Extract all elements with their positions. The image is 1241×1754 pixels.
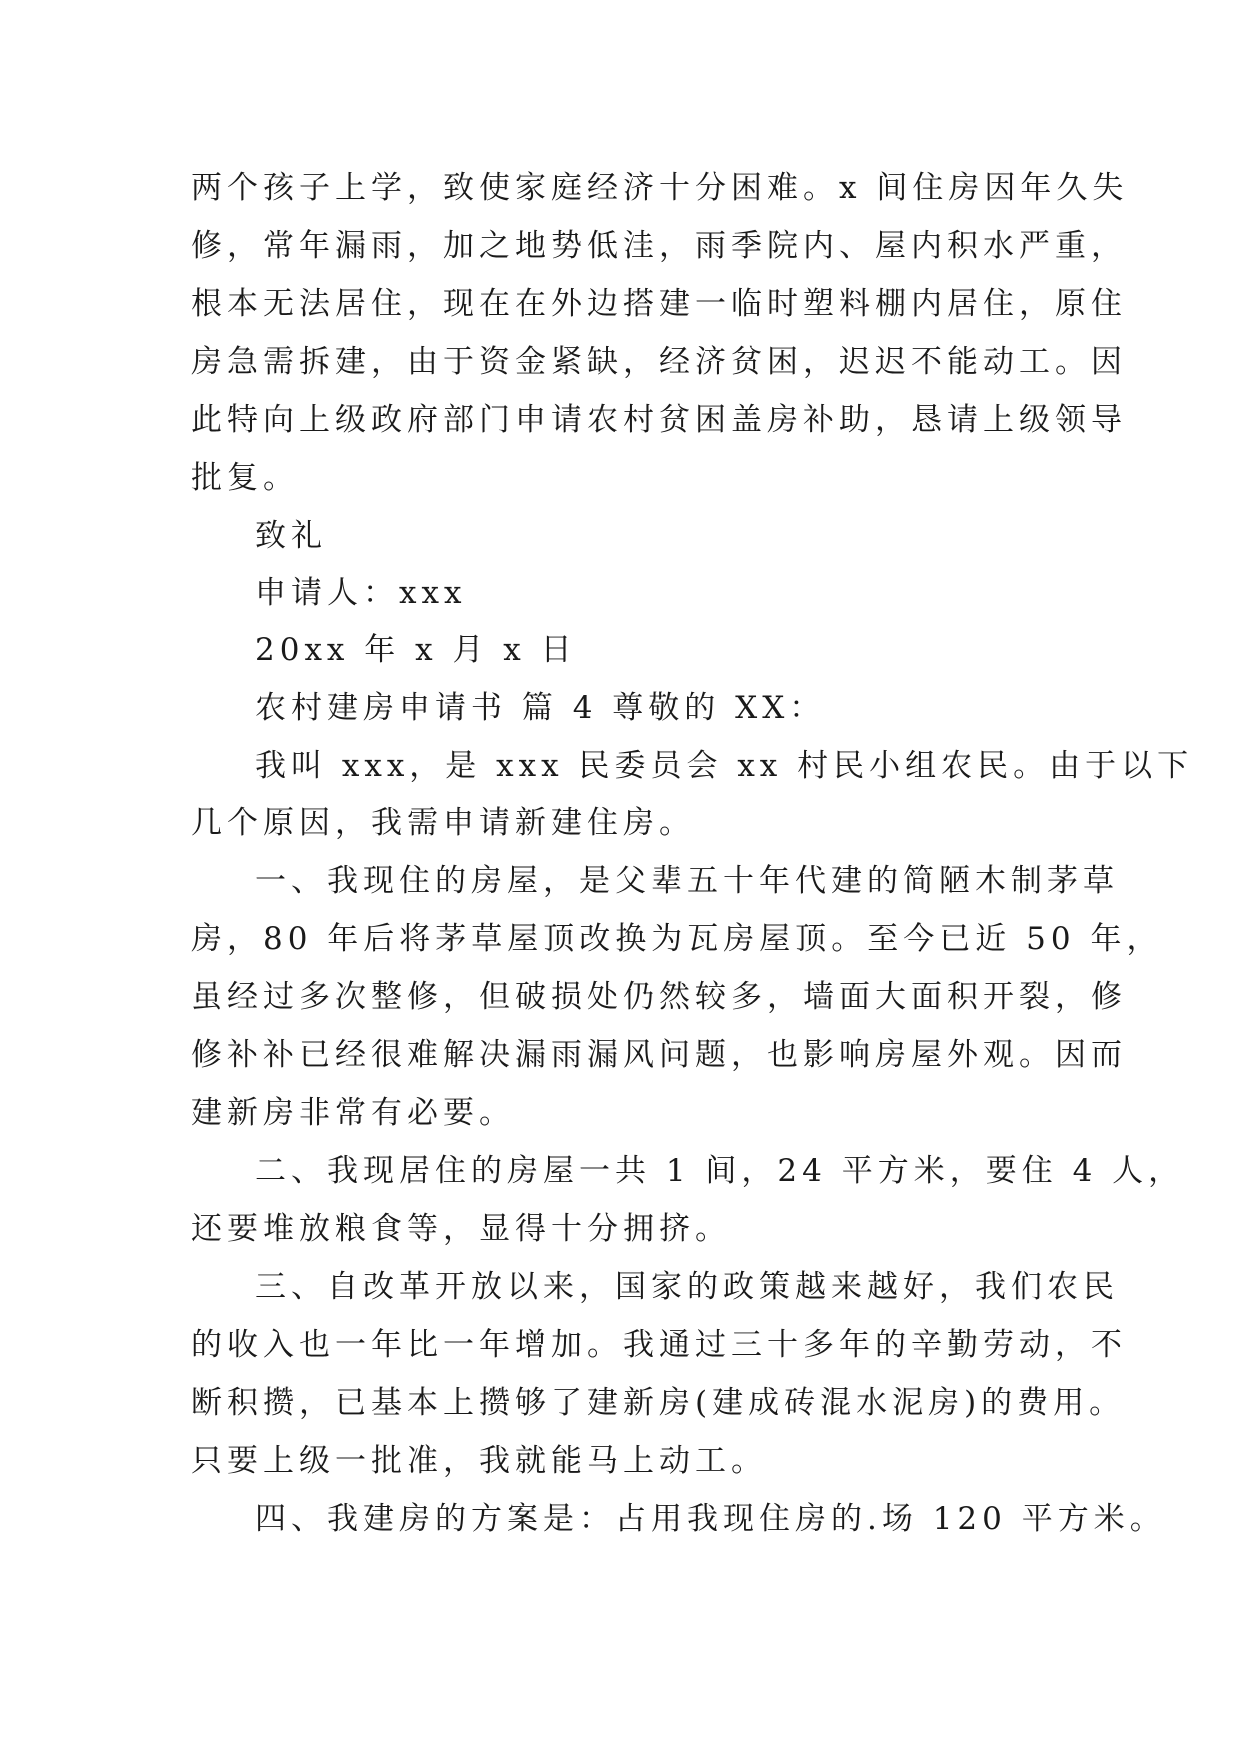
text-line: 一、我现住的房屋，是父辈五十年代建的简陋木制茅草	[255, 863, 1119, 899]
text-line: 断积攒，已基本上攒够了建新房(建成砖混水泥房)的费用。	[191, 1385, 1126, 1421]
text-line: 我叫 xxx，是 xxx 民委员会 xx 村民小组农民。由于以下	[255, 748, 1194, 784]
text-line: 二、我现居住的房屋一共 1 间，24 平方米，要住 4 人，	[255, 1153, 1185, 1189]
text-line: 还要堆放粮食等，显得十分拥挤。	[191, 1211, 731, 1247]
text-line: 修补补已经很难解决漏雨漏风问题，也影响房屋外观。因而	[191, 1037, 1127, 1073]
section-heading: 农村建房申请书 篇 4 尊敬的 XX：	[255, 690, 826, 726]
text-line: 此特向上级政府部门申请农村贫困盖房补助，恳请上级领导	[191, 402, 1127, 438]
text-line: 批复。	[191, 460, 299, 496]
text-line: 四、我建房的方案是：占用我现住房的.场 120 平方米。	[255, 1501, 1166, 1537]
text-line: 建新房非常有必要。	[191, 1095, 515, 1131]
closing-salutation: 致礼	[255, 518, 327, 554]
text-line: 房急需拆建，由于资金紧缺，经济贫困，迟迟不能动工。因	[191, 344, 1127, 380]
text-line: 几个原因，我需申请新建住房。	[191, 805, 695, 841]
text-line: 房，80 年后将茅草屋顶改换为瓦房屋顶。至今已近 50 年，	[191, 921, 1163, 957]
text-line: 只要上级一批准，我就能马上动工。	[191, 1443, 767, 1479]
date-line: 20xx 年 x 月 x 日	[255, 632, 577, 668]
text-line: 的收入也一年比一年增加。我通过三十多年的辛勤劳动，不	[191, 1327, 1127, 1363]
text-line: 虽经过多次整修，但破损处仍然较多，墙面大面积开裂，修	[191, 979, 1127, 1015]
text-line: 修，常年漏雨，加之地势低洼，雨季院内、屋内积水严重，	[191, 228, 1127, 264]
text-line: 两个孩子上学，致使家庭经济十分困难。x 间住房因年久失	[191, 170, 1129, 206]
applicant-signature: 申请人：xxx	[255, 575, 467, 611]
text-line: 三、自改革开放以来，国家的政策越来越好，我们农民	[255, 1269, 1119, 1305]
text-line: 根本无法居住，现在在外边搭建一临时塑料棚内居住，原住	[191, 286, 1127, 322]
